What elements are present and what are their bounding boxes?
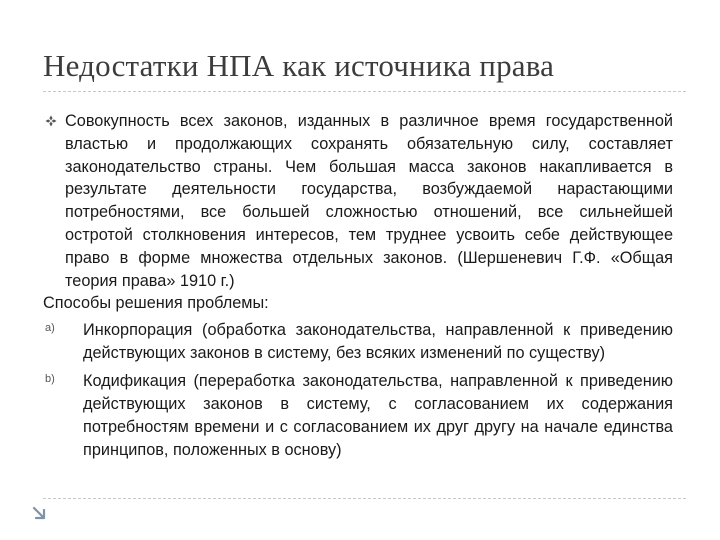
title-divider [43,91,686,92]
list-item-marker: a) [45,321,55,334]
intro-text: Совокупность всех законов, изданных в различное время государственной властью и продолжающих сохранять обязательную силу, составляет законодательство страны. Чем большая масса законов накапливается в результате деятельности государства, возбуждаемой нарастающими потребностями, все большей сложностью отношений, все сильнейшей остротой столкновения интересов, тем труднее усвоить себе действующее право в форме множества отдельных законов. (Шершеневич Г.Ф. «Общая теория права» 1910 г.) [65,112,673,290]
slide-nav-arrow-icon[interactable] [32,506,46,520]
list-item [43,370,673,461]
solution-methods [43,292,673,462]
intro-bullet [43,110,673,292]
diamond-bullet-icon [45,115,57,127]
methods-heading: Способы решения проблемы: [43,294,269,312]
list-item-text: Инкорпорация (обработка законодательства, направленной к приведению действующих законов в систему, без всяких изменений по существу) [83,320,673,362]
list-item-marker: b) [45,373,55,386]
slide-title: Недостатки НПА как источника права [43,48,555,83]
list-item [43,319,673,365]
footer-divider [43,498,686,499]
list-item-text: Кодификация (переработка законодательства, направленной к приведению действующих законов в систему, с согласованием их содержания потребностям времени и с согласованием их друг другу на начале единства принципов, положенных в основу) [83,372,673,459]
